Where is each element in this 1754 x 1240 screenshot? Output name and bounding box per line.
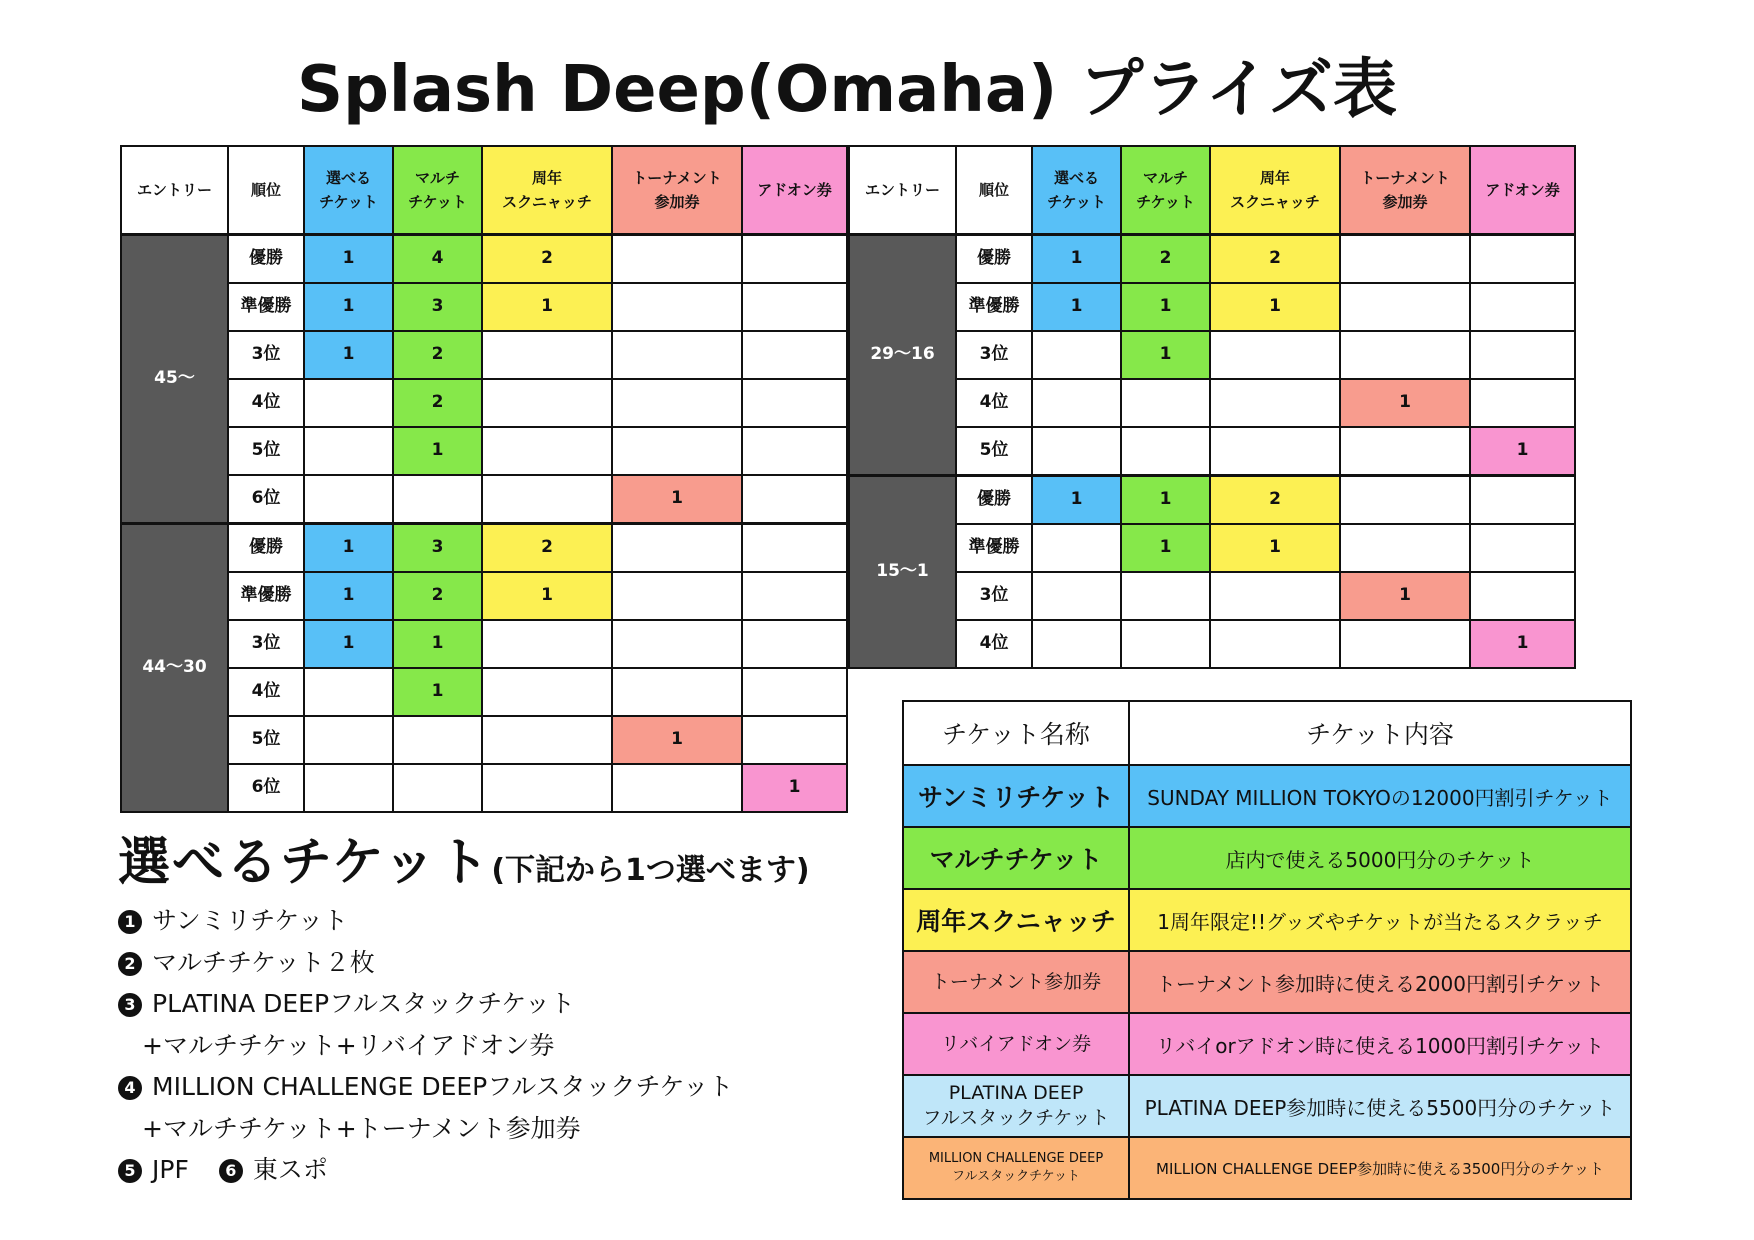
header-tournament-ticket: トーナメント 参加券	[612, 146, 742, 235]
prize-cell-addon	[742, 283, 847, 331]
selectable-ticket-heading	[118, 820, 810, 895]
prize-cell-select	[1032, 379, 1121, 427]
prize-cell-select	[304, 716, 393, 764]
legend-ticket-name: マルチチケット	[903, 827, 1129, 889]
prize-cell-select: 1	[304, 331, 393, 379]
entry-range-cell: 45〜	[121, 235, 228, 524]
prize-cell-multi: 1	[393, 668, 482, 716]
number-badge-icon: 3	[118, 993, 142, 1017]
selectable-item-text: +マルチチケット+トーナメント参加券	[142, 1113, 581, 1143]
legend-ticket-name: 周年スクニャッチ	[903, 889, 1129, 951]
header-tournament-ticket: トーナメント 参加券	[1340, 146, 1470, 235]
prize-cell-anniv	[482, 379, 612, 427]
table-row	[849, 427, 1575, 476]
header-rank: 順位	[228, 146, 304, 235]
selectable-item-text: マルチチケット２枚	[152, 947, 375, 977]
rank-cell: 優勝	[956, 235, 1032, 284]
prize-cell-anniv: 1	[1210, 283, 1340, 331]
prize-cell-anniv: 1	[482, 572, 612, 620]
rank-cell: 5位	[228, 427, 304, 475]
prize-cell-multi	[1121, 379, 1210, 427]
table-row	[121, 475, 847, 524]
legend-row	[903, 1137, 1631, 1199]
header-multi-ticket: マルチ チケット	[393, 146, 482, 235]
prize-cell-anniv	[1210, 620, 1340, 668]
table-header-row	[121, 146, 847, 235]
prize-cell-addon	[742, 475, 847, 524]
prize-cell-select	[1032, 524, 1121, 572]
prize-cell-addon	[742, 572, 847, 620]
table-row	[849, 379, 1575, 427]
prize-cell-addon	[1470, 524, 1575, 572]
prize-cell-tourn	[612, 427, 742, 475]
entry-range-cell: 15〜1	[849, 476, 956, 669]
prize-table-right	[848, 145, 1576, 669]
rank-cell: 4位	[228, 379, 304, 427]
table-row	[849, 524, 1575, 572]
prize-cell-anniv	[482, 427, 612, 475]
prize-cell-multi: 1	[1121, 524, 1210, 572]
prize-cell-addon	[742, 620, 847, 668]
prize-cell-anniv: 2	[1210, 235, 1340, 284]
prize-cell-multi	[393, 716, 482, 764]
table-row	[121, 331, 847, 379]
header-multi-ticket: マルチ チケット	[1121, 146, 1210, 235]
rank-cell: 5位	[956, 427, 1032, 476]
prize-cell-multi: 2	[393, 331, 482, 379]
prize-cell-tourn	[1340, 620, 1470, 668]
prize-cell-select: 1	[1032, 476, 1121, 525]
prize-cell-multi: 2	[393, 379, 482, 427]
prize-cell-tourn	[1340, 331, 1470, 379]
prize-cell-addon	[742, 524, 847, 573]
selectable-item	[118, 1108, 733, 1150]
number-badge-icon: 6	[219, 1159, 243, 1183]
prize-cell-multi: 4	[393, 235, 482, 284]
prize-cell-tourn: 1	[1340, 572, 1470, 620]
header-select-ticket: 選べる チケット	[1032, 146, 1121, 235]
prize-cell-addon: 1	[1470, 427, 1575, 476]
legend-header-name: チケット名称	[903, 701, 1129, 765]
table-row	[121, 716, 847, 764]
prize-cell-addon	[1470, 476, 1575, 525]
legend-ticket-desc: 1周年限定!!グッズやチケットが当たるスクラッチ	[1129, 889, 1631, 951]
table-row	[849, 331, 1575, 379]
prize-cell-tourn	[612, 331, 742, 379]
legend-ticket-desc: SUNDAY MILLION TOKYOの12000円割引チケット	[1129, 765, 1631, 827]
table-row	[121, 572, 847, 620]
prize-cell-anniv: 2	[1210, 476, 1340, 525]
legend-row	[903, 1013, 1631, 1075]
legend-ticket-desc: 店内で使える5000円分のチケット	[1129, 827, 1631, 889]
prize-cell-multi	[393, 475, 482, 524]
prize-cell-multi	[393, 764, 482, 812]
page-title: Splash Deep(Omaha) プライズ表	[297, 53, 1397, 127]
header-addon-ticket: アドオン券	[742, 146, 847, 235]
prize-cell-select	[1032, 620, 1121, 668]
prize-cell-tourn: 1	[612, 716, 742, 764]
table-row	[121, 379, 847, 427]
number-badge-icon: 4	[118, 1076, 142, 1100]
prize-cell-tourn	[612, 379, 742, 427]
prize-cell-addon	[742, 331, 847, 379]
rank-cell: 準優勝	[956, 283, 1032, 331]
prize-cell-multi	[1121, 572, 1210, 620]
selectable-item-text: +マルチチケット+リバイアドオン券	[142, 1030, 555, 1060]
selectable-item-text: MILLION CHALLENGE DEEPフルスタックチケット	[152, 1072, 734, 1101]
rank-cell: 4位	[956, 379, 1032, 427]
rank-cell: 4位	[956, 620, 1032, 668]
table-row	[849, 283, 1575, 331]
prize-cell-multi: 1	[393, 620, 482, 668]
prize-cell-tourn	[612, 668, 742, 716]
selectable-item-text: PLATINA DEEPフルスタックチケット	[152, 989, 576, 1018]
legend-ticket-name: MILLION CHALLENGE DEEP フルスタックチケット	[903, 1137, 1129, 1199]
prize-cell-tourn	[612, 283, 742, 331]
prize-cell-multi	[1121, 427, 1210, 476]
rank-cell: 6位	[228, 764, 304, 812]
prize-cell-select: 1	[304, 620, 393, 668]
prize-cell-multi: 1	[1121, 331, 1210, 379]
prize-cell-tourn	[612, 620, 742, 668]
legend-row	[903, 765, 1631, 827]
prize-cell-select: 1	[304, 524, 393, 573]
prize-cell-tourn	[1340, 476, 1470, 525]
legend-ticket-name: リバイアドオン券	[903, 1013, 1129, 1075]
prize-cell-anniv: 2	[482, 524, 612, 573]
header-addon-ticket: アドオン券	[1470, 146, 1575, 235]
prize-cell-multi: 1	[393, 427, 482, 475]
prize-cell-addon	[1470, 379, 1575, 427]
prize-cell-anniv	[482, 475, 612, 524]
prize-cell-multi: 3	[393, 524, 482, 573]
selectable-item	[118, 1025, 733, 1067]
prize-cell-multi: 1	[1121, 283, 1210, 331]
prize-cell-addon	[742, 716, 847, 764]
legend-row	[903, 1075, 1631, 1137]
selectable-item-text: 東スポ	[252, 1155, 328, 1184]
prize-cell-addon: 1	[742, 764, 847, 812]
prize-cell-select	[1032, 427, 1121, 476]
legend-ticket-name: トーナメント参加券	[903, 951, 1129, 1013]
selectable-item	[118, 1149, 733, 1191]
table-row	[849, 235, 1575, 284]
prize-cell-anniv	[1210, 427, 1340, 476]
prize-cell-select	[304, 764, 393, 812]
number-badge-icon: 2	[118, 952, 142, 976]
prize-cell-select: 1	[304, 572, 393, 620]
prize-cell-addon	[742, 427, 847, 475]
prize-cell-select	[304, 427, 393, 475]
table-row	[849, 572, 1575, 620]
rank-cell: 優勝	[956, 476, 1032, 525]
prize-cell-anniv: 1	[482, 283, 612, 331]
prize-cell-select: 1	[1032, 283, 1121, 331]
rank-cell: 5位	[228, 716, 304, 764]
prize-cell-select: 1	[304, 235, 393, 284]
entry-range-cell: 29〜16	[849, 235, 956, 476]
prize-cell-anniv	[482, 620, 612, 668]
prize-cell-addon	[742, 235, 847, 284]
table-row	[849, 620, 1575, 668]
prize-cell-select	[1032, 331, 1121, 379]
prize-cell-addon	[1470, 235, 1575, 284]
rank-cell: 3位	[956, 331, 1032, 379]
header-select-ticket: 選べる チケット	[304, 146, 393, 235]
prize-cell-tourn	[1340, 283, 1470, 331]
table-row	[121, 620, 847, 668]
ticket-legend-table	[902, 700, 1632, 1200]
prize-cell-addon	[1470, 283, 1575, 331]
rank-cell: 3位	[228, 620, 304, 668]
rank-cell: 3位	[956, 572, 1032, 620]
prize-cell-anniv	[1210, 331, 1340, 379]
prize-cell-tourn	[612, 235, 742, 284]
selectable-item	[118, 942, 733, 984]
prize-cell-select: 1	[304, 283, 393, 331]
rank-cell: 優勝	[228, 235, 304, 284]
legend-row	[903, 889, 1631, 951]
table-row	[121, 427, 847, 475]
header-entry: エントリー	[849, 146, 956, 235]
prize-cell-tourn	[1340, 524, 1470, 572]
legend-header-desc: チケット内容	[1129, 701, 1631, 765]
prize-cell-multi	[1121, 620, 1210, 668]
legend-ticket-name: サンミリチケット	[903, 765, 1129, 827]
legend-ticket-desc: PLATINA DEEP参加時に使える5500円分のチケット	[1129, 1075, 1631, 1137]
legend-ticket-name: PLATINA DEEP フルスタックチケット	[903, 1075, 1129, 1137]
prize-cell-anniv	[1210, 572, 1340, 620]
table-header-row	[849, 146, 1575, 235]
selectable-item-text: JPF	[152, 1155, 189, 1184]
rank-cell: 準優勝	[228, 572, 304, 620]
prize-cell-anniv	[482, 331, 612, 379]
table-row	[121, 235, 847, 284]
rank-cell: 4位	[228, 668, 304, 716]
header-rank: 順位	[956, 146, 1032, 235]
header-anniversary-scratch: 周年 スクニャッチ	[482, 146, 612, 235]
prize-cell-multi: 1	[1121, 476, 1210, 525]
prize-table-left	[120, 145, 848, 813]
prize-cell-tourn	[612, 524, 742, 573]
prize-cell-select	[1032, 572, 1121, 620]
table-row	[121, 764, 847, 812]
prize-cell-tourn	[612, 764, 742, 812]
prize-cell-select	[304, 668, 393, 716]
rank-cell: 優勝	[228, 524, 304, 573]
table-row	[849, 476, 1575, 525]
rank-cell: 準優勝	[956, 524, 1032, 572]
entry-range-cell: 44〜30	[121, 524, 228, 813]
prize-cell-anniv	[482, 668, 612, 716]
prize-cell-anniv: 1	[1210, 524, 1340, 572]
prize-cell-anniv: 2	[482, 235, 612, 284]
prize-cell-addon	[742, 379, 847, 427]
prize-cell-select	[304, 475, 393, 524]
rank-cell: 準優勝	[228, 283, 304, 331]
prize-cell-tourn: 1	[612, 475, 742, 524]
selectable-item	[118, 900, 733, 942]
number-badge-icon: 1	[118, 910, 142, 934]
legend-header-row	[903, 701, 1631, 765]
selectable-ticket-list	[118, 900, 733, 1191]
legend-row	[903, 827, 1631, 889]
header-entry: エントリー	[121, 146, 228, 235]
prize-cell-anniv	[482, 716, 612, 764]
prize-cell-multi: 2	[393, 572, 482, 620]
prize-cell-addon	[1470, 572, 1575, 620]
prize-cell-anniv	[1210, 379, 1340, 427]
prize-cell-addon	[742, 668, 847, 716]
selectable-item	[118, 1066, 733, 1108]
prize-cell-select	[304, 379, 393, 427]
header-anniversary-scratch: 周年 スクニャッチ	[1210, 146, 1340, 235]
prize-cell-multi: 2	[1121, 235, 1210, 284]
table-row	[121, 668, 847, 716]
prize-cell-select: 1	[1032, 235, 1121, 284]
selectable-item	[118, 983, 733, 1025]
prize-cell-tourn	[612, 572, 742, 620]
selectable-ticket-note: (下記から1つ選べます)	[491, 853, 810, 888]
legend-ticket-desc: リバイorアドオン時に使える1000円割引チケット	[1129, 1013, 1631, 1075]
prize-cell-tourn	[1340, 427, 1470, 476]
prize-cell-tourn	[1340, 235, 1470, 284]
rank-cell: 3位	[228, 331, 304, 379]
prize-cell-tourn: 1	[1340, 379, 1470, 427]
prize-cell-addon	[1470, 331, 1575, 379]
number-badge-icon: 5	[118, 1159, 142, 1183]
table-row	[121, 524, 847, 573]
selectable-item-text: サンミリチケット	[152, 906, 349, 935]
prize-cell-multi: 3	[393, 283, 482, 331]
legend-ticket-desc: MILLION CHALLENGE DEEP参加時に使える3500円分のチケット	[1129, 1137, 1631, 1199]
prize-cell-anniv	[482, 764, 612, 812]
selectable-ticket-title: 選べるチケット	[118, 833, 492, 893]
legend-row	[903, 951, 1631, 1013]
rank-cell: 6位	[228, 475, 304, 524]
prize-cell-addon: 1	[1470, 620, 1575, 668]
table-row	[121, 283, 847, 331]
legend-ticket-desc: トーナメント参加時に使える2000円割引チケット	[1129, 951, 1631, 1013]
